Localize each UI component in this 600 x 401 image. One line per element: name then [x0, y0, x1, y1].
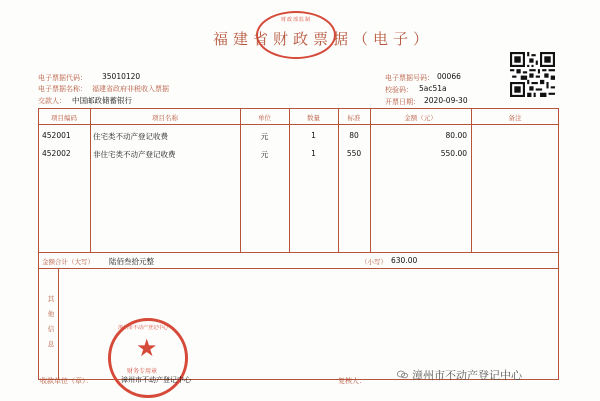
- col-divider: [338, 108, 339, 252]
- body-divider: [38, 252, 559, 253]
- invoice-type-value: 福建省政府非税收入票据: [92, 85, 169, 93]
- invoice-code-label: 电子票据代码：: [38, 74, 87, 82]
- row-qty: 1: [311, 149, 316, 158]
- invoice-number-value: 00066: [437, 72, 461, 81]
- issue-date-value: 2020-09-30: [424, 96, 468, 105]
- collector-label: 收款单位（章）：: [40, 377, 93, 385]
- total-words-label: 金额合计（大写）: [42, 258, 94, 266]
- check-code-label: 校验码：: [385, 86, 413, 94]
- total-small-value: 630.00: [391, 256, 418, 265]
- total-words-value: 陆佰叁拾元整: [109, 257, 154, 266]
- row-std: 80: [349, 131, 359, 140]
- invoice-title: 福建省财政票据（电子）: [213, 30, 434, 48]
- invoice-code-value: 35010120: [102, 72, 141, 81]
- qr-code-icon: [510, 52, 555, 97]
- col-divider: [370, 108, 371, 252]
- header-amount: 金额（元）: [404, 114, 437, 122]
- header-divider: [38, 124, 559, 125]
- payer-label: 交款人：: [38, 97, 66, 105]
- row-std: 550: [346, 149, 362, 158]
- supervision-seal-text: 财政部监制: [280, 17, 311, 23]
- wechat-icon: [397, 370, 408, 379]
- watermark-text: 漳州市不动产登记中心: [412, 369, 522, 382]
- row-unit: 元: [260, 132, 269, 141]
- invoice-type-label: 电子票据名称：: [38, 85, 87, 93]
- row-amount: 80.00: [445, 131, 467, 140]
- row-name: 住宅类不动产登记收费: [93, 132, 168, 141]
- total-divider: [38, 268, 559, 269]
- payer-value: 中国邮政储蓄银行: [72, 96, 132, 105]
- header-qty: 数量: [307, 114, 320, 122]
- header-code: 项目编码: [51, 114, 77, 122]
- total-small-label: （小写）: [361, 258, 387, 266]
- check-code-value: 5ac51a: [419, 84, 447, 93]
- col-divider: [240, 108, 241, 252]
- row-code: 452001: [42, 131, 71, 140]
- invoice-number-label: 电子票据号码：: [385, 74, 434, 82]
- star-icon: ★: [136, 334, 158, 362]
- other-info-label: 其 他 信 息: [47, 295, 55, 348]
- header-std: 标准: [347, 114, 361, 122]
- col-divider: [289, 108, 290, 252]
- row-code: 452002: [42, 149, 71, 158]
- issue-date-label: 开票日期：: [385, 98, 420, 106]
- col-divider: [471, 108, 472, 252]
- header-unit: 单位: [258, 114, 271, 122]
- row-unit: 元: [260, 150, 269, 159]
- header-name: 项目名称: [152, 114, 178, 122]
- row-amount: 550.00: [440, 149, 467, 158]
- row-qty: 1: [311, 131, 316, 140]
- reviewer-label: 复核人：: [338, 377, 366, 385]
- collector-value: 漳州市不动产登记中心: [121, 376, 191, 384]
- header-note: 备注: [508, 114, 522, 122]
- other-info-divider: [58, 268, 59, 380]
- finance-seal-text: 漳州市不动产登记中心: [118, 325, 169, 331]
- finance-seal-label: 财务专用章: [127, 368, 158, 375]
- row-name: 非住宅类不动产登记收费: [93, 150, 176, 159]
- col-divider: [90, 108, 91, 252]
